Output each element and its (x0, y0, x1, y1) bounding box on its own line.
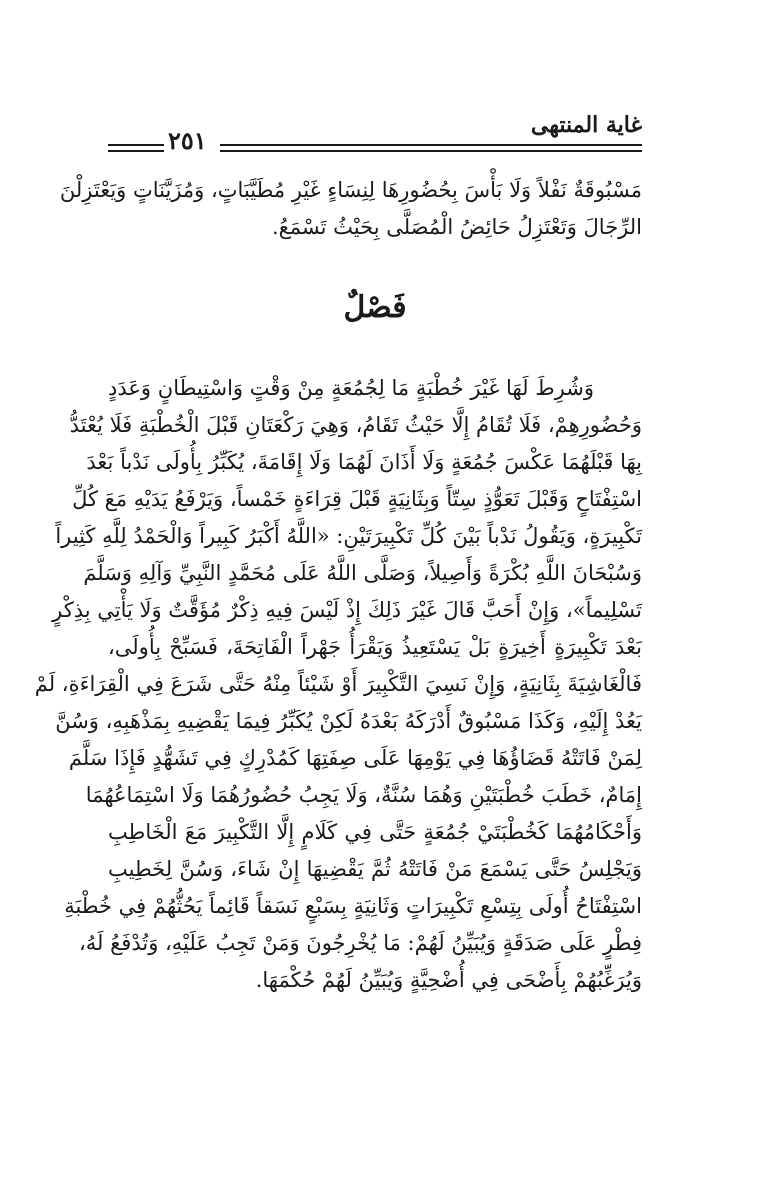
section-heading: فَصْلٌ (343, 290, 407, 325)
header-rule-short-top (108, 144, 164, 146)
main-paragraph (34, 370, 642, 999)
header-rule-short-bottom (108, 150, 164, 152)
text-line: يَعُدْ إِلَيْهِ، وَكَذَا مَسْبُوقٌ أَدْرَكَهُ بَعْدَهُ لَكِنْ يُكَبِّرُ فِيمَا يَقْضِيهِ بِمَذْهَبِهِ، وَسُنَّ (55, 709, 642, 733)
text-line: وَحُضُورِهِمْ، فَلَا تُقَامُ إِلَّا حَيْثُ تَقَامُ، وَهِيَ رَكْعَتَانِ قَبْلَ الْخُطْبَةِ فَلَا يُعْتَدُّ (69, 413, 642, 437)
text-line: بِهَا قَبْلَهُمَا عَكْسَ جُمُعَةٍ وَلَا أَذَانَ لَهُمَا وَلَا إِقَامَةَ، يُكَبِّرُ بِأُولَى نَدْباً بَعْدَ (86, 450, 642, 474)
text-line: فَالْغَاشِيَةَ بِثَانِيَةٍ، وَإِنْ نَسِيَ التَّكْبِيرَ أَوْ شَيْئاً مِنْهُ حَتَّى شَرَعَ فِي الْقِرَاءَةِ، لَمْ (34, 672, 642, 696)
text-line: إِمَامٌ، خَطَبَ خُطْبَتَيْنِ وَهُمَا سُنَّةٌ، وَلَا يَجِبُ حُضُورُهُمَا وَلَا اسْتِمَاعُهُمَا (85, 783, 642, 807)
text-line: الرِّجَالَ وَتَعْتَزِلُ حَائِضُ الْمُصَلَّى بِحَيْثُ تَسْمَعُ. (271, 215, 642, 239)
text-line: اسْتِفْتَاحٍ وَقَبْلَ تَعَوُّذٍ سِتّاً وَبِثَانِيَةٍ قَبْلَ قِرَاءَةٍ خَمْساً، وَيَرْفَعُ يَدَيْهِ مَعَ كُلِّ (72, 487, 642, 511)
text-line: وَأَحْكَامُهُمَا كَخُطْبَتَيْ جُمُعَةٍ حَتَّى فِي كَلَامٍ إِلَّا التَّكْبِيرَ مَعَ الْخَاطِبِ (108, 820, 642, 844)
page-number: ٢٥١ (168, 126, 207, 155)
text-line: اسْتِفْتَاحُ أُولَى بِتِسْعِ تَكْبِيرَاتٍ وَثَانِيَةٍ بِسَبْعٍ نَسَقاً قَائِماً يَحُثُّهُمْ فِي خُطْبَةِ (64, 894, 642, 918)
text-line: وَيُرَغِّبُهُمْ بِأَضْحَى فِي أُضْحِيَّةٍ وَيُبَيِّنُ لَهُمْ حُكْمَهَا. (255, 968, 642, 992)
page-header (108, 112, 642, 162)
intro-paragraph (59, 172, 642, 246)
header-rule-bottom (220, 150, 642, 152)
text-line: مَسْبُوقَةٌ نَفْلاً وَلَا بَأْسَ بِحُضُورِهَا لِنِسَاءٍ غَيْرِ مُطَيَّبَاتٍ، وَمُزَيَّنَاتٍ وَيَعْتَزِلْنَ (59, 178, 642, 202)
text-line: وَسُبْحَانَ اللَّهِ بُكْرَةً وَأَصِيلاً، وَصَلَّى اللَّهُ عَلَى مُحَمَّدٍ النَّبِيِّ وَآلِهِ وَسَلَّمَ (83, 561, 642, 585)
text-line: تَكْبِيرَةٍ، وَيَقُولُ نَدْباً بَيْنَ كُلِّ تَكْبِيرَتَيْنِ: «اللَّهُ أَكْبَرُ كَبِيراً وَالْحَمْدُ لِلَّهِ كَثِيراً (55, 524, 642, 548)
text-line: فِطْرٍ عَلَى صَدَقَةٍ وَيُبَيِّنُ لَهُمْ: مَا يُخْرِجُونَ وَمَنْ تَجِبُ عَلَيْهِ، وَتُدْفَعُ لَهُ، (79, 931, 642, 955)
text-line: تَسْلِيماً»، وَإِنْ أَحَبَّ قَالَ غَيْرَ ذَلِكَ إِذْ لَيْسَ فِيهِ ذِكْرٌ مُؤَقَّتٌ وَلَا يَأْتِي بِذِكْرٍ (52, 598, 642, 622)
header-rule-top (220, 144, 642, 146)
text-line: وَشُرِطَ لَهَا غَيْرَ خُطْبَةٍ مَا لِجُمُعَةٍ مِنْ وَقْتٍ وَاسْتِيطَانٍ وَعَدَدٍ (108, 376, 594, 400)
text-line: وَيَجْلِسُ حَتَّى يَسْمَعَ مَنْ فَاتَتْهُ ثُمَّ يَقْضِيهَا إِنْ شَاءَ، وَسُنَّ لِخَطِيبِ (108, 857, 642, 881)
text-line: بَعْدَ تَكْبِيرَةٍ أَخِيرَةٍ بَلْ يَسْتَعِيذُ وَيَقْرَأُ جَهْراً الْفَاتِحَةَ، فَسَبِّحْ بِأُولَى، (108, 635, 642, 659)
running-title: غاية المنتهى (530, 112, 642, 138)
text-line: لِمَنْ فَاتَتْهُ قَضَاؤُهَا فِي يَوْمِهَا عَلَى صِفَتِهَا كَمُدْرِكٍ فِي تَشَهُّدٍ فَإِذَا سَلَّمَ (68, 746, 642, 770)
